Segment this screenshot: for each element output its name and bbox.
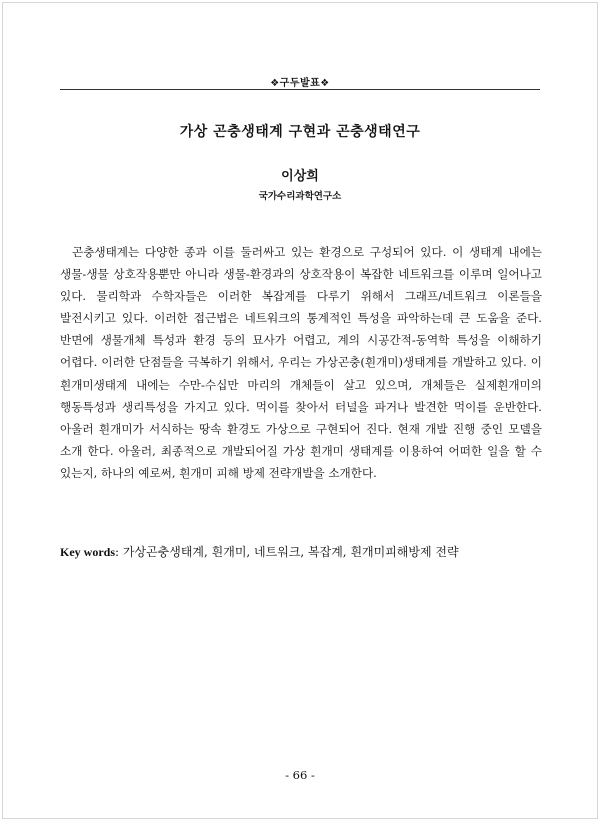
keywords-separator: : (115, 545, 123, 559)
page-number: - 66 - (285, 768, 315, 782)
author-affiliation: 국가수리과학연구소 (258, 191, 342, 202)
header-rule (60, 89, 540, 90)
paper-title: 가상 곤충생태계 구현과 곤충생태연구 (179, 124, 421, 140)
author-name: 이상희 (281, 169, 319, 184)
keywords-label: Key words (60, 545, 115, 559)
keywords-line (60, 542, 542, 562)
section-label: ❖구두발표❖ (270, 78, 330, 89)
keywords-text: 가상곤충생태계, 흰개미, 네트워크, 복잡계, 흰개미피해방제 전략 (122, 545, 459, 559)
abstract-body: 곤충생태계는 다양한 종과 이를 둘러싸고 있는 환경으로 구성되어 있다. 이 생태계 내에는 생물-생물 상호작용뿐만 아니라 생물-환경과의 상호작용이 복잡한 네트워크를 이루며 일어나고 있다. 물리학과 수학자들은 이러한 복잡계를 다루기 위해서 그래프/네트워크 이론들을 발전시키고 있다. 이러한 접근법은 네트워크의 통계적인 특성을 파악하는데 큰 도움을 준다. 반면에 생물개체 특성과 환경 등의 묘사가 어렵고, 계의 시공간적-동역학 특성을 이해하기 어렵다. 이러한 단점들을 극복하기 위해서, 우리는 가상곤충(흰개미)생태계를 개발하고 있다. 이 흰개미생태계 내에는 수만-수십만 마리의 개체들이 살고 있으며, 개체들은 실제흰개미의 행동특성과 생리특성을 가지고 있다. 먹이를 찾아서 터널을 파거나 발견한 먹이를 운반한다. 아울러 흰개미가 서식하는 땅속 환경도 가상으로 구현되어 진다. 현재 개발 진행 중인 모델을 소개 한다. 아울러, 최종적으로 개발되어질 가상 흰개미 생태계를 이용하여 어떠한 일을 할 수 있는지, 하나의 예로써, 흰개미 피해 방제 전략개발을 소개한다. (60, 245, 542, 480)
